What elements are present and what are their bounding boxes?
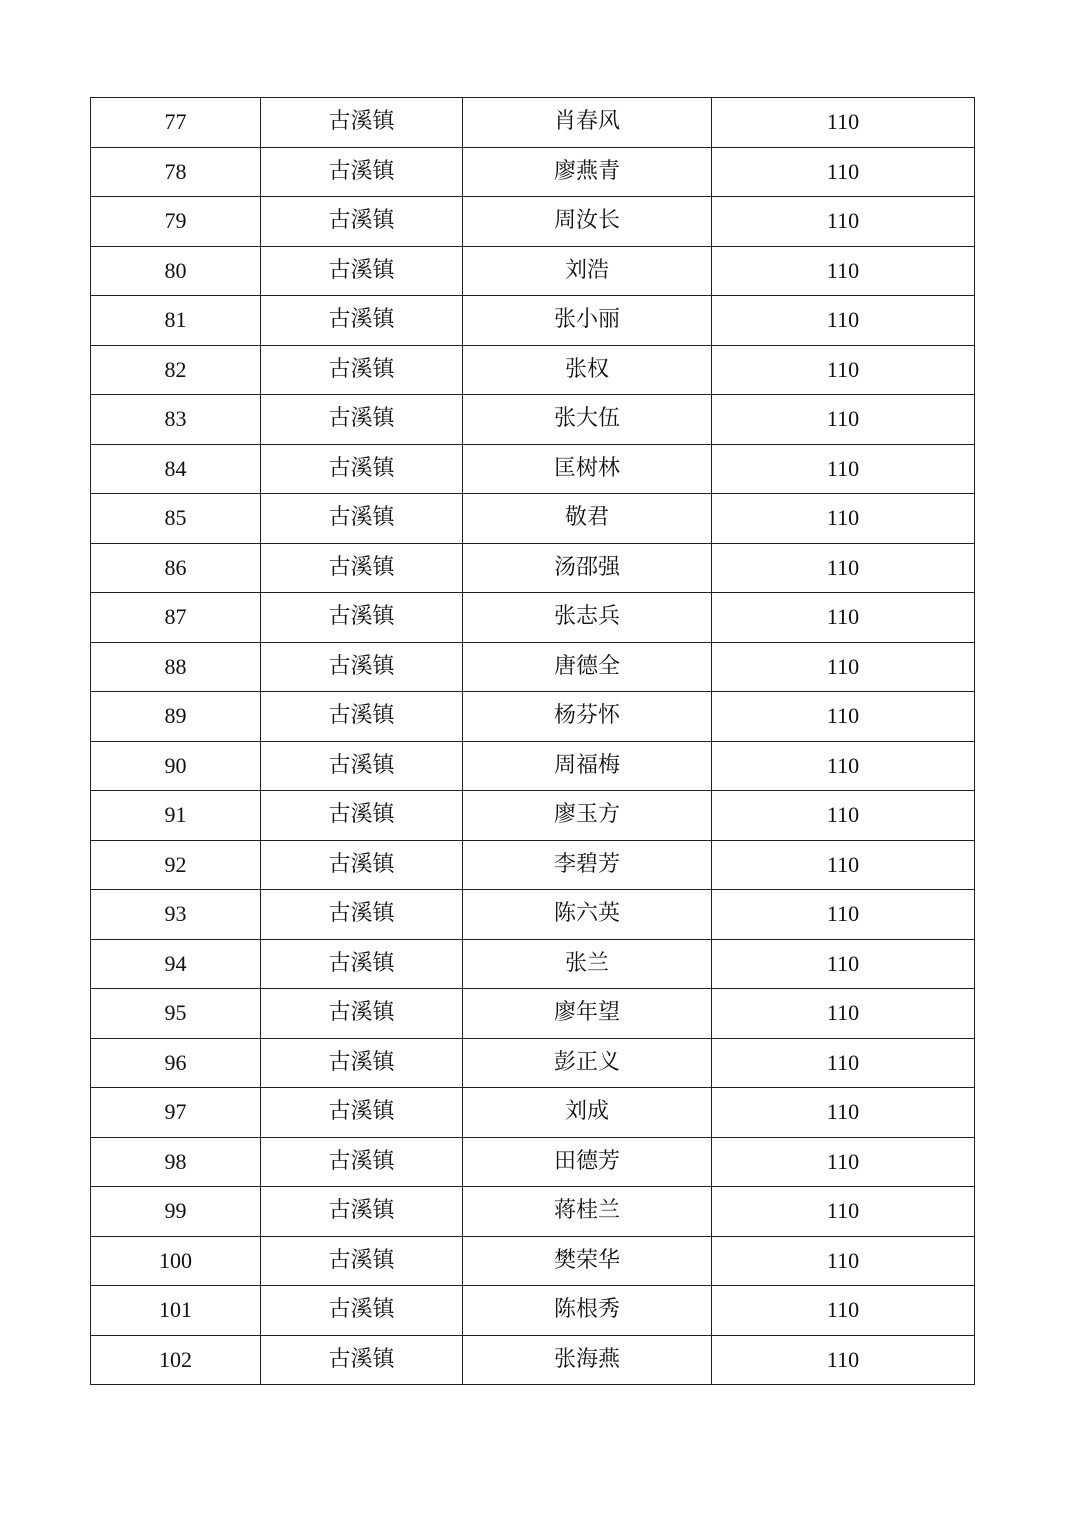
cell-amount: 110 <box>712 1088 975 1138</box>
roster-table-body <box>91 98 975 1385</box>
cell-town: 古溪镇 <box>261 296 463 346</box>
cell-number: 88 <box>91 642 261 692</box>
cell-number: 99 <box>91 1187 261 1237</box>
table-row <box>91 593 975 643</box>
cell-number: 98 <box>91 1137 261 1187</box>
cell-number: 102 <box>91 1335 261 1385</box>
table-row <box>91 246 975 296</box>
cell-amount: 110 <box>712 989 975 1039</box>
cell-name: 刘浩 <box>463 246 712 296</box>
cell-town: 古溪镇 <box>261 741 463 791</box>
cell-town: 古溪镇 <box>261 98 463 148</box>
cell-amount: 110 <box>712 246 975 296</box>
table-row <box>91 197 975 247</box>
cell-number: 90 <box>91 741 261 791</box>
cell-town: 古溪镇 <box>261 395 463 445</box>
cell-town: 古溪镇 <box>261 1236 463 1286</box>
cell-town: 古溪镇 <box>261 197 463 247</box>
cell-name: 陈根秀 <box>463 1286 712 1336</box>
cell-number: 95 <box>91 989 261 1039</box>
table-row <box>91 296 975 346</box>
table-row <box>91 642 975 692</box>
cell-name: 杨芬怀 <box>463 692 712 742</box>
table-row <box>91 444 975 494</box>
cell-number: 96 <box>91 1038 261 1088</box>
table-row <box>91 989 975 1039</box>
cell-amount: 110 <box>712 345 975 395</box>
cell-amount: 110 <box>712 1038 975 1088</box>
cell-name: 张小丽 <box>463 296 712 346</box>
cell-number: 83 <box>91 395 261 445</box>
cell-name: 唐德全 <box>463 642 712 692</box>
cell-number: 84 <box>91 444 261 494</box>
cell-town: 古溪镇 <box>261 494 463 544</box>
cell-amount: 110 <box>712 741 975 791</box>
roster-table <box>90 97 975 1385</box>
cell-amount: 110 <box>712 1137 975 1187</box>
cell-amount: 110 <box>712 890 975 940</box>
table-row <box>91 791 975 841</box>
cell-name: 周汝长 <box>463 197 712 247</box>
cell-amount: 110 <box>712 1187 975 1237</box>
cell-amount: 110 <box>712 791 975 841</box>
cell-name: 廖年望 <box>463 989 712 1039</box>
cell-town: 古溪镇 <box>261 939 463 989</box>
table-row <box>91 1088 975 1138</box>
cell-town: 古溪镇 <box>261 593 463 643</box>
cell-name: 廖燕青 <box>463 147 712 197</box>
table-row <box>91 494 975 544</box>
cell-town: 古溪镇 <box>261 1286 463 1336</box>
cell-number: 91 <box>91 791 261 841</box>
cell-amount: 110 <box>712 494 975 544</box>
table-row <box>91 98 975 148</box>
cell-town: 古溪镇 <box>261 692 463 742</box>
cell-name: 周福梅 <box>463 741 712 791</box>
cell-town: 古溪镇 <box>261 1335 463 1385</box>
cell-amount: 110 <box>712 692 975 742</box>
cell-town: 古溪镇 <box>261 890 463 940</box>
cell-amount: 110 <box>712 98 975 148</box>
cell-number: 101 <box>91 1286 261 1336</box>
table-row <box>91 1038 975 1088</box>
cell-town: 古溪镇 <box>261 791 463 841</box>
cell-number: 92 <box>91 840 261 890</box>
cell-number: 86 <box>91 543 261 593</box>
cell-town: 古溪镇 <box>261 989 463 1039</box>
cell-town: 古溪镇 <box>261 147 463 197</box>
cell-amount: 110 <box>712 147 975 197</box>
cell-amount: 110 <box>712 197 975 247</box>
cell-amount: 110 <box>712 1236 975 1286</box>
cell-number: 79 <box>91 197 261 247</box>
cell-town: 古溪镇 <box>261 840 463 890</box>
cell-name: 廖玉方 <box>463 791 712 841</box>
cell-number: 77 <box>91 98 261 148</box>
cell-name: 敬君 <box>463 494 712 544</box>
cell-amount: 110 <box>712 840 975 890</box>
cell-name: 蒋桂兰 <box>463 1187 712 1237</box>
table-row <box>91 1187 975 1237</box>
cell-town: 古溪镇 <box>261 1187 463 1237</box>
cell-number: 94 <box>91 939 261 989</box>
cell-town: 古溪镇 <box>261 444 463 494</box>
table-row <box>91 395 975 445</box>
table-row <box>91 692 975 742</box>
cell-amount: 110 <box>712 1335 975 1385</box>
cell-name: 张志兵 <box>463 593 712 643</box>
cell-town: 古溪镇 <box>261 1038 463 1088</box>
cell-number: 89 <box>91 692 261 742</box>
cell-amount: 110 <box>712 296 975 346</box>
cell-amount: 110 <box>712 444 975 494</box>
cell-number: 82 <box>91 345 261 395</box>
cell-name: 肖春风 <box>463 98 712 148</box>
cell-name: 汤邵强 <box>463 543 712 593</box>
cell-town: 古溪镇 <box>261 345 463 395</box>
cell-name: 彭正义 <box>463 1038 712 1088</box>
cell-name: 李碧芳 <box>463 840 712 890</box>
table-row <box>91 1236 975 1286</box>
table-row <box>91 1286 975 1336</box>
cell-town: 古溪镇 <box>261 1137 463 1187</box>
cell-name: 张权 <box>463 345 712 395</box>
cell-number: 85 <box>91 494 261 544</box>
cell-number: 93 <box>91 890 261 940</box>
cell-name: 匡树林 <box>463 444 712 494</box>
cell-number: 100 <box>91 1236 261 1286</box>
cell-number: 81 <box>91 296 261 346</box>
cell-name: 田德芳 <box>463 1137 712 1187</box>
table-row <box>91 1137 975 1187</box>
cell-amount: 110 <box>712 395 975 445</box>
table-row <box>91 840 975 890</box>
cell-number: 80 <box>91 246 261 296</box>
cell-name: 陈六英 <box>463 890 712 940</box>
cell-number: 78 <box>91 147 261 197</box>
cell-number: 87 <box>91 593 261 643</box>
cell-amount: 110 <box>712 939 975 989</box>
table-row <box>91 543 975 593</box>
table-row <box>91 939 975 989</box>
table-row <box>91 890 975 940</box>
table-row <box>91 741 975 791</box>
table-row <box>91 1335 975 1385</box>
cell-name: 刘成 <box>463 1088 712 1138</box>
cell-amount: 110 <box>712 543 975 593</box>
cell-town: 古溪镇 <box>261 642 463 692</box>
table-row <box>91 147 975 197</box>
table-row <box>91 345 975 395</box>
cell-number: 97 <box>91 1088 261 1138</box>
cell-amount: 110 <box>712 593 975 643</box>
cell-name: 张兰 <box>463 939 712 989</box>
cell-town: 古溪镇 <box>261 543 463 593</box>
cell-name: 张大伍 <box>463 395 712 445</box>
cell-town: 古溪镇 <box>261 246 463 296</box>
cell-name: 樊荣华 <box>463 1236 712 1286</box>
cell-town: 古溪镇 <box>261 1088 463 1138</box>
cell-amount: 110 <box>712 1286 975 1336</box>
cell-name: 张海燕 <box>463 1335 712 1385</box>
cell-amount: 110 <box>712 642 975 692</box>
